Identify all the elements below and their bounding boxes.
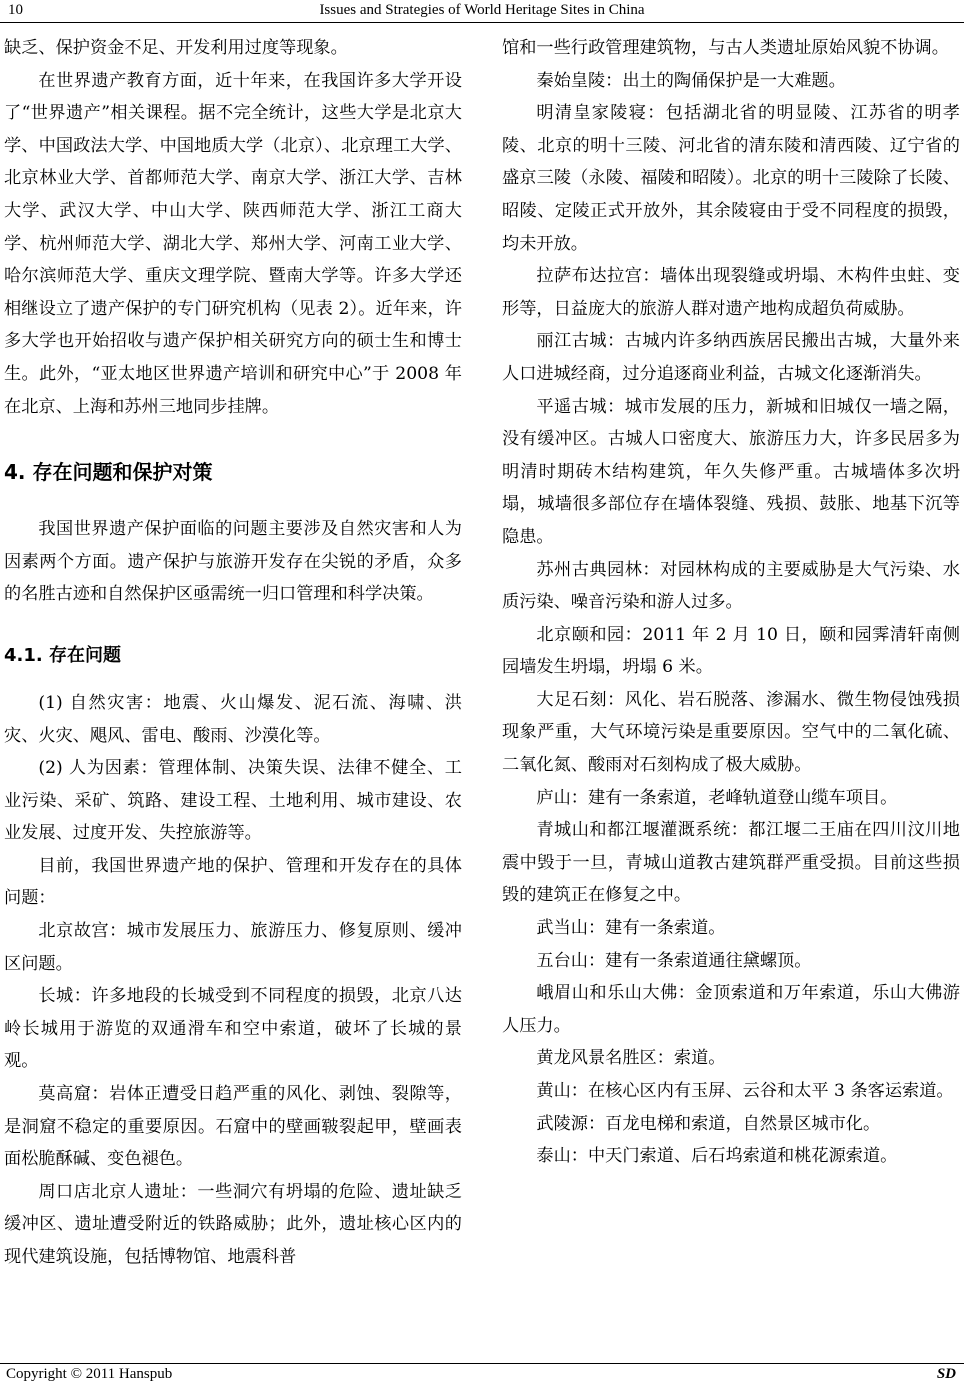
journal-abbreviation: SD [936,1366,956,1382]
paragraph: 苏州古典园林：对园林构成的主要威胁是大气污染、水质污染、噪音污染和游人过多。 [502,559,960,613]
paragraph: 缺乏、保护资金不足、开发利用过度等现象。 [4,38,348,58]
paragraph: 武当山：建有一条索道。 [536,918,726,939]
paragraph: 峨眉山和乐山大佛：金顶索道和万年索道，乐山大佛游人压力。 [502,983,960,1036]
paragraph: 五台山：建有一条索道通往黛螺顶。 [536,950,812,971]
copyright-notice: Copyright © 2011 Hanspub [6,1366,173,1382]
page-number: 10 [8,2,23,18]
paragraph: 庐山：建有一条索道，老峰轨道登山缆车项目。 [536,787,898,808]
paragraph: 拉萨布达拉宫：墙体出现裂缝或坍塌、木构件虫蛀、变形等，日益庞大的旅游人群对遗产地构成超负荷威胁。 [502,266,960,319]
paragraph: 莫高窟：岩体正遭受日趋严重的风化、剥蚀、裂隙等，是洞窟不稳定的重要原因。石窟中的壁画皲裂起甲，壁画表面松脆酥碱、变色褪色。 [4,1084,462,1170]
paragraph: 大足石刻：风化、岩石脱落、渗漏水、微生物侵蚀残损现象严重，大气环境污染是重要原因。空气中的二氧化硫、二氧化氮、酸雨对石刻构成了极大威胁。 [502,689,960,776]
paragraph: 馆和一些行政管理建筑物，与古人类遗址原始风貌不协调。 [502,38,949,58]
section-heading: 4. 存在问题和保护对策 [4,460,213,485]
paragraph: 我国世界遗产保护面临的问题主要涉及自然灾害和人为因素两个方面。遗产保护与旅游开发存在尖锐的矛盾，众多的名胜古迹和自然保护区亟需统一归口管理和科学决策。 [4,519,462,605]
paragraph: 黄龙风景名胜区：索道。 [536,1048,726,1069]
running-title: Issues and Strategies of World Heritage Sites in China [319,2,645,18]
paragraph: 黄山：在核心区内有玉屏、云谷和太平 3 条客运索道。 [536,1081,954,1101]
list-item: (2) 人为因素：管理体制、决策失误、法律不健全、工业污染、采矿、筑路、建设工程、土地利用、城市建设、农业发展、过度开发、失控旅游等。 [4,758,462,844]
paragraph: 明清皇家陵寝：包括湖北省的明显陵、江苏省的明孝陵、北京的明十三陵、河北省的清东陵和清西陵、辽宁省的盛京三陵（永陵、福陵和昭陵）。北京的明十三陵除了长陵、昭陵、定陵正式开放外，其余陵寝由于受不同程度的损毁，均未开放。 [502,103,960,254]
list-item: (1) 自然灾害：地震、火山爆发、泥石流、海啸、洪灾、火灾、飓风、雷电、酸雨、沙漠化等。 [4,692,462,746]
paragraph: 武陵源：百龙电梯和索道，自然景区城市化。 [536,1113,881,1134]
paragraph: 秦始皇陵：出土的陶俑保护是一大难题。 [536,70,846,91]
paragraph: 在世界遗产教育方面，近十年来，在我国许多大学开设了“世界遗产”相关课程。据不完全统计，这些大学是北京大学、中国政法大学、中国地质大学（北京）、北京理工大学、北京林业大学、首都师范大学、南京大学、浙江大学、吉林大学、武汉大学、中山大学、陕西师范大学、浙江工商大学、杭州师范大学、湖北大学、郑州大学、河南工业大学、哈尔滨师范大学、重庆文理学院、暨南大学等。许多大学还相继设立了遗产保护的专门研究机构（见表 2）。近年来，许多大学也开始招收与遗产保护相关研究方向的硕士生和博士生。此外，“亚太地区世界遗产培训和研究中心”于 2008 年在北京、上海和苏州三地同步挂牌。 [4,70,462,417]
page-header [0,0,964,22]
left-column [4,32,462,1274]
header-rule [0,22,964,23]
paragraph: 青城山和都江堰灌溉系统：都江堰二王庙在四川汶川地震中毁于一旦，青城山道教古建筑群严重受损。目前这些损毁的建筑正在修复之中。 [502,820,960,906]
paragraph: 目前，我国世界遗产地的保护、管理和开发存在的具体问题： [4,855,462,909]
right-column [502,32,960,1173]
paragraph: 泰山：中天门索道、后石坞索道和桃花源索道。 [536,1146,898,1167]
paragraph: 周口店北京人遗址：一些洞穴有坍塌的危险、遗址缺乏缓冲区、遗址遭受附近的铁路威胁；此外，遗址核心区内的现代建筑设施，包括博物馆、地震科普 [4,1181,462,1267]
subsection-heading: 4.1. 存在问题 [4,644,121,666]
paragraph: 北京故宫：城市发展压力、旅游压力、修复原则、缓冲区问题。 [4,921,462,974]
paragraph: 丽江古城：古城内许多纳西族居民搬出古城，大量外来人口进城经商，过分追逐商业利益，古城文化逐渐消失。 [502,331,960,384]
paragraph: 长城：许多地段的长城受到不同程度的损毁，北京八达岭长城用于游览的双通滑车和空中索道，破坏了长城的景观。 [4,986,462,1072]
paragraph: 平遥古城：城市发展的压力，新城和旧城仅一墙之隔，没有缓冲区。古城人口密度大、旅游压力大，许多民居多为明清时期砖木结构建筑，年久失修严重。古城墙体多次坍塌，城墙很多部位存在墙体裂缝、残损、鼓胀、地基下沉等隐患。 [502,396,960,547]
paragraph: 北京颐和园：2011 年 2 月 10 日，颐和园霁清轩南侧园墙发生坍塌，坍塌 6 米。 [502,624,960,678]
